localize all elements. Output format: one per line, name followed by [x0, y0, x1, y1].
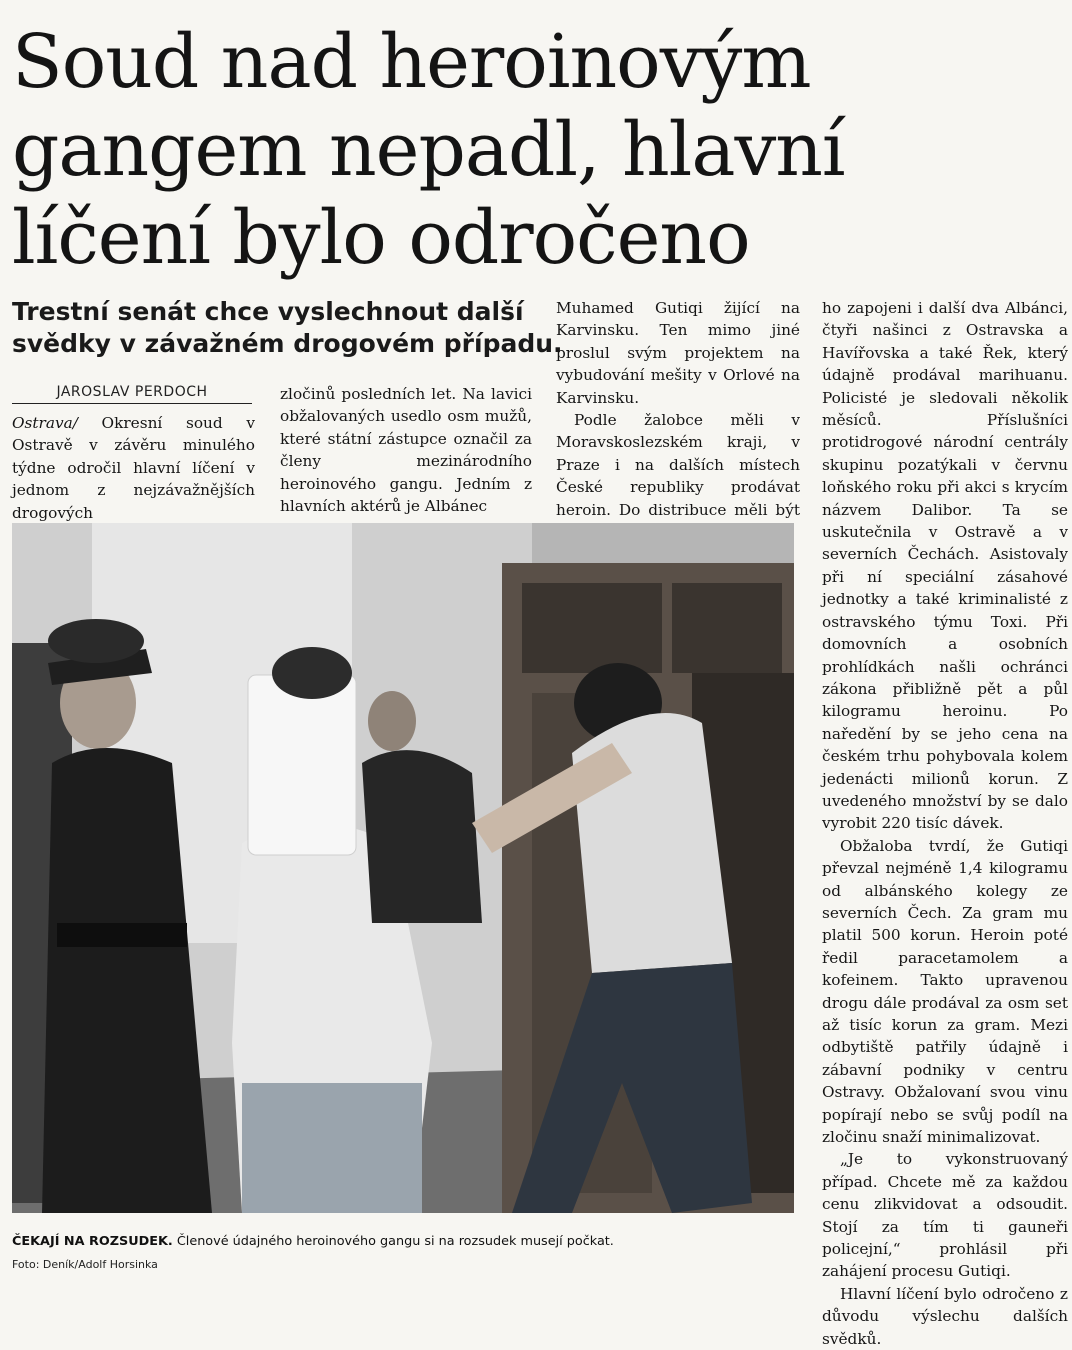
column-3-paragraph-1: Muhamed Gutiqi žijící na Karvinsku. Ten mimo jiné proslul svým projektem na vybudování mešity v Orlové na Karvinsku. — [556, 299, 800, 407]
headline — [12, 18, 1062, 282]
photo-credit: Foto: Deník/Adolf Horsinka — [12, 1258, 158, 1271]
subheadline-line-2: svědky v závažném drogovém případu. — [12, 329, 563, 358]
article-column-4 — [822, 297, 1068, 1350]
caption-lead: ČEKAJÍ NA ROZSUDEK. — [12, 1234, 173, 1249]
column-4-paragraph-4: Hlavní líčení bylo odročeno z důvodu výslechu dalších svědků. — [822, 1284, 1068, 1348]
article-column-2 — [280, 383, 532, 517]
byline: JAROSLAV PERDOCH — [12, 384, 252, 404]
headline-line-2: gangem nepadl, hlavní — [12, 107, 845, 193]
dateline: Ostrava/ — [12, 414, 78, 432]
column-1-text: Okresní soud v Ostravě v závěru minulého týdne odročil hlavní líčení v jednom z nejzávažnějších drogových — [12, 414, 255, 522]
headline-line-1: Soud nad heroinovým — [12, 19, 811, 105]
column-3-paragraph-2: Podle žalobce měli v Moravskoslezském kraji, v Praze i na dalších místech České republiky prodávat heroin. Do distribuce měli být — [556, 411, 800, 519]
column-4-paragraph-1: ho zapojeni i další dva Albánci, čtyři našinci z Ostravska a Havířovska a také Řek, který údajně prodával marihuanu. Policisté je sledovali několik měsíců. Příslušníci protidrogové národní centrály skupinu pozatýkali v červnu loňského roku při akci s krycím názvem Dalibor. Ta se uskutečnila v Ostravě a v severních Čechách. Asistovaly při ní speciální zásahové jednotky a také kriminalisté z ostravského týmu Toxi. Při domovních a osobních prohlídkách našli ochránci zákona přibližně pět a půl kilogramu heroinu. Po naředění by se jeho cena na českém trhu pohybovala kolem jedenácti milionů korun. Z uvedeného množství by se dalo vyrobit 220 tisíc dávek. — [822, 299, 1068, 833]
headline-line-3: líčení bylo odročeno — [12, 195, 750, 281]
news-photo — [12, 523, 794, 1213]
article-column-1 — [12, 412, 255, 524]
column-4-paragraph-3: „Je to vykonstruovaný případ. Chcete mě za každou cenu zlikvidovat a odsoudit. Stojí za tím ti gauneři policejní,“ prohlásil při zahájení procesu Gutiqi. — [822, 1150, 1068, 1281]
photo-illustration — [12, 523, 794, 1213]
caption-text: Členové údajného heroinového gangu si na rozsudek musejí počkat. — [172, 1234, 614, 1249]
photo-caption — [12, 1234, 802, 1249]
subheadline — [12, 296, 563, 360]
article-column-3 — [556, 297, 800, 543]
subheadline-line-1: Trestní senát chce vyslechnout další — [12, 297, 524, 326]
column-4-paragraph-2: Obžaloba tvrdí, že Gutiqi převzal nejméně 1,4 kilogramu od albánského kolegy ze severních Čech. Za gram mu platil 500 korun. Heroin poté ředil paracetamolem a kofeinem. Takto upravenou drogu dále prodával za osm set až tisíc korun za gram. Mezi odbytiště patřily údajně i zábavní podniky v centru Ostravy. Obžalovaní svou vinu popírají nebo se svůj podíl na zločinu snaží minimalizovat. — [822, 836, 1068, 1147]
column-2-text: zločinů posledních let. Na lavici obžalovaných usedlo osm mužů, které státní zástupce označil za členy mezinárodního heroinového gangu. Jedním z hlavních aktérů je Albánec — [280, 385, 532, 516]
